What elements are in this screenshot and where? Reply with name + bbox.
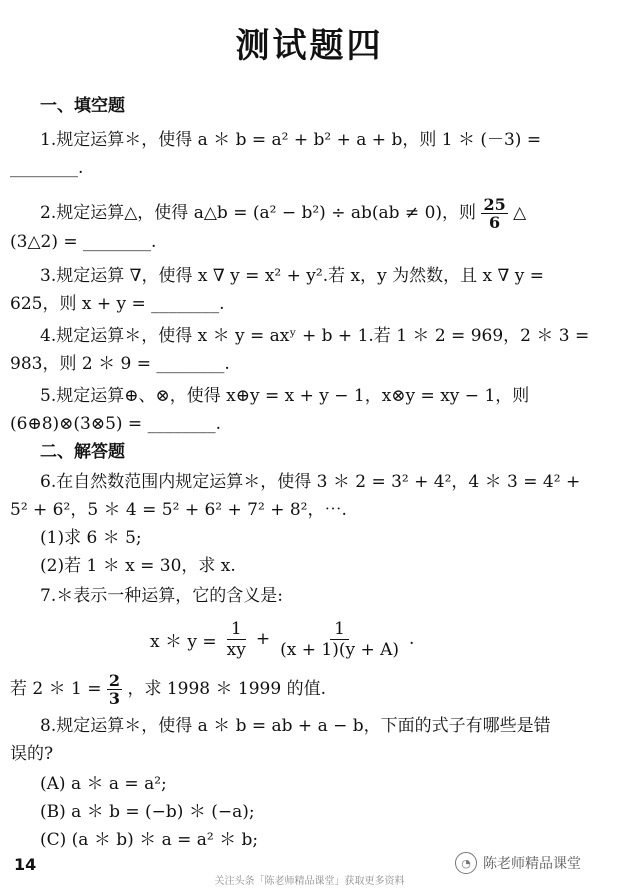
question-8-option-c: (C) (a ＊ b) ＊ a = a² ＊ b;	[40, 830, 259, 850]
question-2-fraction	[481, 196, 507, 231]
question-3-line2: 625，则 x + y = ________.	[10, 294, 225, 314]
formula-fraction-2	[276, 619, 403, 660]
question-3: 3.规定运算 ∇，使得 x ∇ y = x² + y².若 x，y 为然数，且 x ∇ y =	[40, 266, 545, 286]
question-2-text: 2.规定运算△，使得 a△b = (a² − b²) ÷ ab(ab ≠ 0)，则	[40, 203, 477, 223]
question-4-line2: 983，则 2 ＊ 9 = ________.	[10, 354, 230, 374]
question-8: 8.规定运算＊，使得 a ＊ b = ab + a − b，下面的式子有哪些是错	[40, 716, 551, 736]
formula-plus: +	[255, 629, 271, 649]
fraction-denominator: 3	[108, 689, 121, 708]
formula-period: .	[409, 629, 415, 649]
question-1: 1.规定运算＊，使得 a ＊ b = a² + b² + a + b，则 1 ＊ (－3) =	[40, 130, 542, 150]
question-2-line2: (3△2) = ________.	[10, 232, 157, 252]
question-8-option-a: (A) a ＊ a = a²;	[40, 774, 167, 794]
fraction-denominator: (x + 1)(y + A)	[280, 639, 400, 660]
watermark-text: 陈老师精品课堂	[483, 856, 581, 872]
question-6-part-2: (2)若 1 ＊ x = 30，求 x.	[40, 556, 236, 576]
formula-fraction-1	[223, 619, 250, 660]
footer-note: 关注头条「陈老师精品课堂」获取更多资料	[214, 876, 405, 887]
question-5-line2: (6⊕8)⊗(3⊗5) = ________.	[10, 414, 221, 434]
watermark	[455, 852, 581, 874]
section-heading-solve: 二、解答题	[40, 442, 125, 462]
page-number: 14	[14, 855, 37, 874]
formula-lhs: x ＊ y =	[150, 631, 217, 652]
question-8-option-b: (B) a ＊ b = (−b) ＊ (−a);	[40, 802, 255, 822]
wechat-icon: ◔	[455, 852, 477, 874]
fraction-numerator: 1	[330, 619, 349, 640]
question-2	[40, 196, 619, 231]
question-7-formula	[150, 616, 414, 662]
question-1-blank: ________.	[10, 158, 84, 178]
fraction-numerator: 25	[483, 195, 506, 214]
fraction-denominator: 6	[489, 213, 501, 232]
page-title: 测试题四	[235, 26, 384, 66]
fraction-numerator: 1	[227, 619, 246, 640]
question-7-line3	[10, 672, 610, 707]
question-2-triangle: △	[513, 203, 527, 223]
question-6-part-1: (1)求 6 ＊ 5;	[40, 528, 142, 548]
question-7-ask: ，求 1998 ＊ 1999 的值.	[127, 679, 326, 699]
question-7-condition: 若 2 ＊ 1 =	[10, 679, 102, 699]
question-8-line2: 误的?	[10, 744, 54, 764]
question-6: 6.在自然数范围内规定运算＊，使得 3 ＊ 2 = 3² + 4²，4 ＊ 3 = 4² +	[40, 472, 581, 492]
fraction-denominator: xy	[226, 639, 246, 660]
section-heading-fill-blank: 一、填空题	[40, 96, 125, 116]
question-6-line2: 5² + 6²，5 ＊ 4 = 5² + 6² + 7² + 8²，⋯.	[10, 500, 347, 520]
question-5: 5.规定运算⊕、⊗，使得 x⊕y = x + y − 1，x⊗y = xy − 1，则	[40, 386, 530, 406]
fraction-numerator: 2	[108, 671, 121, 690]
question-7-fraction	[107, 672, 122, 707]
question-7: 7.＊表示一种运算，它的含义是:	[40, 586, 283, 606]
question-4: 4.规定运算＊，使得 x ＊ y = axʸ + b + 1.若 1 ＊ 2 = 969，2 ＊ 3 =	[40, 326, 590, 346]
